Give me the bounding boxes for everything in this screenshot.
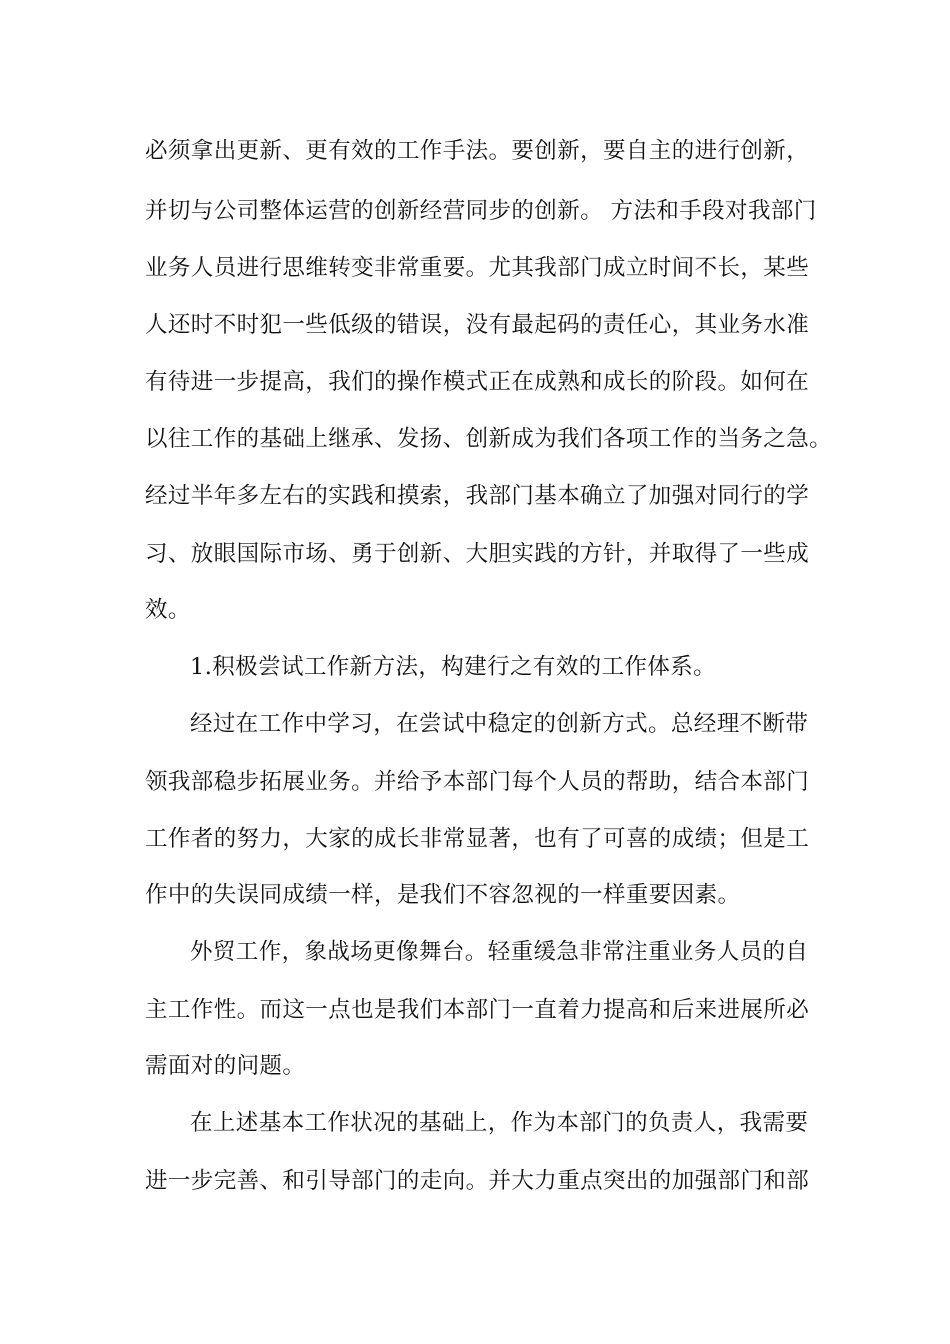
text-line: 需面对的问题。	[145, 1053, 306, 1079]
text-line: 以往工作的基础上继承、发扬、创新成为我们各项工作的当务之急。	[145, 426, 833, 452]
section-heading: 1.积极尝试工作新方法，构建行之有效的工作体系。	[190, 654, 717, 680]
text-line: 习、放眼国际市场、勇于创新、大胆实践的方针，并取得了一些成	[145, 541, 810, 567]
text-line: 效。	[145, 597, 191, 623]
text-line: 经过半年多左右的实践和摸索，我部门基本确立了加强对同行的学	[145, 483, 810, 509]
text-line: 人还时不时犯一些低级的错误，没有最起码的责任心，其业务水准	[145, 312, 810, 338]
text-line: 领我部稳步拓展业务。并给予本部门每个人员的帮助，结合本部门	[145, 769, 810, 795]
text-line: 作中的失误同成绩一样，是我们不容忽视的一样重要因素。	[145, 882, 741, 908]
text-line: 在上述基本工作状况的基础上，作为本部门的负责人，我需要	[190, 1110, 809, 1136]
text-line: 主工作性。而这一点也是我们本部门一直着力提高和后来进展所必	[145, 997, 810, 1023]
text-line: 外贸工作，象战场更像舞台。轻重缓急非常注重业务人员的自	[190, 939, 809, 965]
text-line: 必须拿出更新、更有效的工作手法。要创新，要自主的进行创新，	[145, 138, 810, 164]
text-line: 进一步完善、和引导部门的走向。并大力重点突出的加强部门和部	[145, 1168, 810, 1194]
text-line: 并切与公司整体运营的创新经营同步的创新。 方法和手段对我部门	[145, 198, 817, 224]
text-line: 经过在工作中学习，在尝试中稳定的创新方式。总经理不断带	[190, 711, 809, 737]
text-line: 有待进一步提高，我们的操作模式正在成熟和成长的阶段。如何在	[145, 369, 810, 395]
text-line: 业务人员进行思维转变非常重要。尤其我部门成立时间不长，某些	[145, 255, 810, 281]
text-line: 工作者的努力，大家的成长非常显著，也有了可喜的成绩；但是工	[145, 826, 810, 852]
